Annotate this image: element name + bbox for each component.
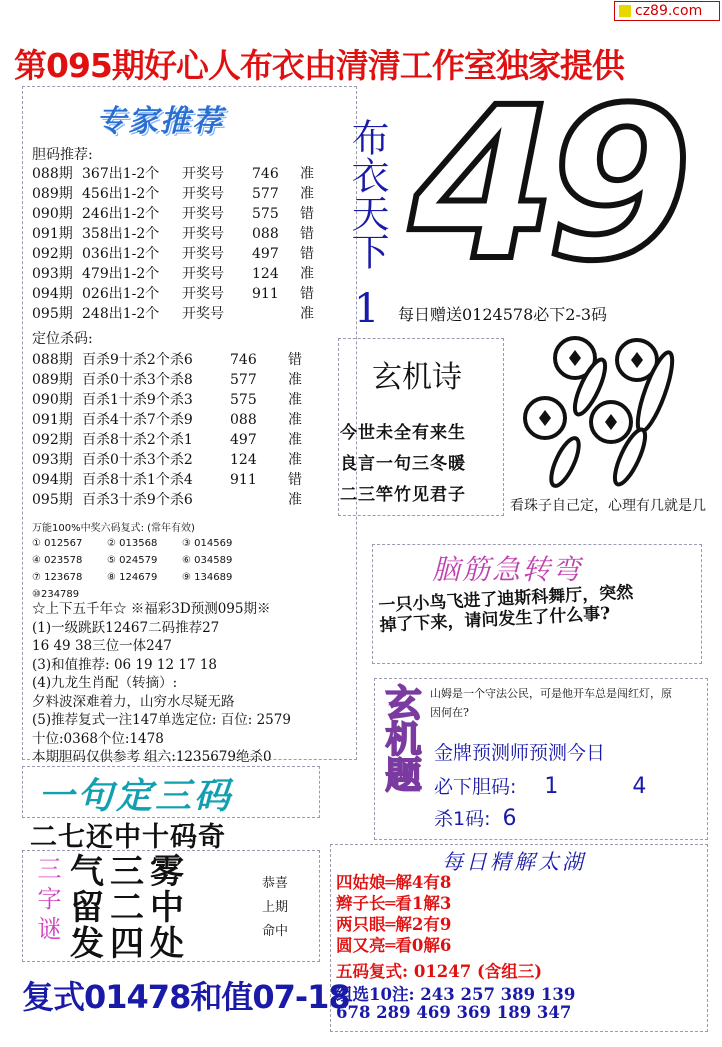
kill-row bbox=[32, 450, 302, 470]
kill-pick: 百杀0十杀3个杀8 bbox=[82, 372, 193, 388]
dan-num: 577 bbox=[252, 186, 279, 202]
poem-line: 良言一句三冬暖 bbox=[340, 454, 466, 474]
dan-pick: 479出1-2个 bbox=[82, 266, 160, 282]
dan-period: 091期 bbox=[32, 226, 73, 242]
badge-square-icon bbox=[619, 5, 631, 17]
kill-row bbox=[32, 430, 302, 450]
wanneng-item: ⑤ 024579 bbox=[107, 555, 158, 566]
kill-result: 准 bbox=[288, 392, 302, 408]
xuanji-title: 玄机诗 bbox=[372, 360, 462, 395]
kill-row bbox=[32, 390, 302, 410]
wanneng-item: ③ 014569 bbox=[182, 538, 233, 549]
kill-pick: 百杀1十杀9个杀3 bbox=[82, 392, 193, 408]
xuanjiti-title bbox=[378, 684, 424, 803]
kill-row bbox=[32, 370, 302, 390]
info-line: ☆上下五千年☆ ※福彩3D预测095期※ bbox=[32, 601, 271, 617]
dan-result: 准 bbox=[300, 186, 314, 202]
taihu-line: 圆又亮═看0解6 bbox=[336, 936, 452, 955]
kill-period: 095期 bbox=[32, 492, 73, 508]
kill-num bbox=[230, 490, 288, 510]
kill-result: 错 bbox=[288, 352, 302, 368]
dan-num: 746 bbox=[252, 166, 279, 182]
kill-pick: 百杀8十杀2个杀1 bbox=[82, 432, 193, 448]
badge-text: cz89.com bbox=[635, 3, 703, 19]
kill-result: 准 bbox=[288, 372, 302, 388]
sanzimi-line: 发四处 bbox=[70, 924, 190, 964]
taihu-line: 辫子长═看1解3 bbox=[336, 894, 452, 913]
dan-table bbox=[32, 164, 314, 324]
dan-result: 准 bbox=[300, 306, 314, 322]
dan-result: 错 bbox=[300, 206, 314, 222]
dan-row bbox=[32, 164, 314, 184]
kill-pick: 百杀4十杀7个杀9 bbox=[82, 412, 193, 428]
dan-pick: 246出1-2个 bbox=[82, 206, 160, 222]
yiju-title: 一句定三码 bbox=[38, 776, 234, 817]
header-title: 第095期好心人布衣由清清工作室独家提供 bbox=[14, 46, 624, 85]
dan-period: 090期 bbox=[32, 206, 73, 222]
dan-pick: 358出1-2个 bbox=[82, 226, 160, 242]
kill-period: 094期 bbox=[32, 472, 73, 488]
dan-result: 错 bbox=[300, 246, 314, 262]
kill-period: 089期 bbox=[32, 372, 73, 388]
dan-row bbox=[32, 184, 314, 204]
brain-title: 脑筋急转弯 bbox=[432, 553, 583, 586]
kill-period: 091期 bbox=[32, 412, 73, 428]
wanneng-item: ⑥ 034589 bbox=[182, 555, 233, 566]
dan-num: 911 bbox=[252, 286, 279, 302]
dan-row bbox=[32, 204, 314, 224]
wanneng-item: ② 013568 bbox=[107, 538, 158, 549]
dan-period: 094期 bbox=[32, 286, 73, 302]
kill-one-label: 杀1码: bbox=[434, 808, 491, 830]
fushi-text: 复式01478和值07-18 bbox=[22, 978, 350, 1016]
yiju-text: 二七还中十码奇 bbox=[30, 822, 226, 853]
big-number: 49 bbox=[410, 62, 683, 307]
dan-pick: 367出1-2个 bbox=[82, 166, 160, 182]
dan-row bbox=[32, 304, 314, 324]
dan-num: 088 bbox=[252, 226, 279, 242]
expert-title: 专家推荐 bbox=[96, 104, 224, 139]
wanneng-title: 万能100%中奖六码复式: (常年有效) bbox=[32, 523, 195, 534]
sanzimi-label-text: 三字谜 bbox=[33, 856, 61, 946]
info-line: (1)一级跳跃12467二码推荐27 bbox=[32, 619, 220, 636]
zuxuan-line-2: 678 289 469 369 189 347 bbox=[336, 1003, 572, 1022]
dan-label: 开奖号 bbox=[182, 186, 224, 202]
wanneng-item: ④ 023578 bbox=[32, 555, 83, 566]
beads-image bbox=[505, 322, 705, 492]
sanzimi-label bbox=[30, 856, 64, 955]
buyi-vertical-text: 布衣天下 bbox=[345, 118, 389, 270]
kill-title: 定位杀码: bbox=[32, 331, 93, 347]
dan-pick: 248出1-2个 bbox=[82, 306, 160, 322]
info-line: 本期胆码仅供参考 组六:1235679绝杀0 bbox=[32, 749, 272, 765]
dan-row bbox=[32, 224, 314, 244]
gold-title: 金牌预测师预测今日 bbox=[434, 742, 606, 764]
poem-lines bbox=[340, 418, 466, 511]
sanzimi-line: 气三雾 bbox=[70, 852, 190, 892]
kill-row bbox=[32, 490, 302, 510]
dan-label: 开奖号 bbox=[182, 206, 224, 222]
dan-title: 胆码推荐: bbox=[32, 147, 93, 163]
daily-gift: 每日赠送0124578必下2-3码 bbox=[398, 305, 608, 324]
kill-period: 092期 bbox=[32, 432, 73, 448]
kill-pick: 百杀3十杀9个杀6 bbox=[82, 492, 193, 508]
zuxuan-line: 组选10注: 243 257 389 139 bbox=[336, 985, 576, 1004]
taihu-line: 两只眼═解2有9 bbox=[336, 915, 452, 934]
kill-period: 088期 bbox=[32, 352, 73, 368]
poem-line: 今世未全有来生 bbox=[340, 423, 466, 443]
dan-label: 开奖号 bbox=[182, 306, 224, 322]
taihu-line: 四姑娘═解4有8 bbox=[336, 873, 452, 892]
wanneng-item: ⑨ 134689 bbox=[182, 572, 233, 583]
must-dan-value-2: 4 bbox=[632, 774, 647, 799]
kill-num: 124 bbox=[230, 452, 257, 468]
dan-period: 089期 bbox=[32, 186, 73, 202]
dan-num: 124 bbox=[252, 266, 279, 282]
dan-result: 准 bbox=[300, 266, 314, 282]
dan-period: 093期 bbox=[32, 266, 73, 282]
dan-num bbox=[252, 304, 300, 324]
must-dan-value-1: 1 bbox=[544, 774, 559, 799]
dan-result: 准 bbox=[300, 166, 314, 182]
wanneng-item: ⑦ 123678 bbox=[32, 572, 83, 583]
kill-result: 准 bbox=[288, 432, 302, 448]
site-badge[interactable] bbox=[614, 1, 720, 21]
kill-pick: 百杀9十杀2个杀6 bbox=[82, 352, 193, 368]
buyi-vertical bbox=[344, 118, 390, 278]
dan-label: 开奖号 bbox=[182, 166, 224, 182]
dan-pick: 036出1-2个 bbox=[82, 246, 160, 262]
must-dan-row bbox=[434, 772, 646, 799]
gongxi-line: 恭喜 bbox=[262, 876, 289, 891]
info-lines bbox=[32, 600, 352, 767]
dan-label: 开奖号 bbox=[182, 226, 224, 242]
zhuzi-text: 看珠子自己定，心理有几就是几 bbox=[510, 498, 706, 514]
dan-period: 092期 bbox=[32, 246, 73, 262]
wanneng-item: ⑩234789 bbox=[32, 589, 80, 600]
dan-row bbox=[32, 264, 314, 284]
sanzimi-line: 留二中 bbox=[70, 888, 190, 928]
poem-line: 二三竿竹见君子 bbox=[340, 485, 466, 505]
kill-num: 911 bbox=[230, 472, 257, 488]
kill-num: 575 bbox=[230, 392, 257, 408]
kill-result: 错 bbox=[288, 472, 302, 488]
info-line: 十位:0368个位:1478 bbox=[32, 730, 164, 747]
info-line: 夕料波深难着力，山穷水尽疑无路 bbox=[32, 693, 235, 710]
dan-result: 错 bbox=[300, 226, 314, 242]
wanneng-item: ① 012567 bbox=[32, 538, 83, 549]
kill-pick: 百杀0十杀3个杀2 bbox=[82, 452, 193, 468]
kill-result: 准 bbox=[288, 492, 302, 508]
wuma-line: 五码复式: 01247 (含组三) bbox=[336, 962, 543, 981]
dan-pick: 456出1-2个 bbox=[82, 186, 160, 202]
gongxi-line: 命中 bbox=[262, 924, 289, 939]
info-line: (4)九龙生肖配（转摘）: bbox=[32, 675, 178, 691]
kill-num: 088 bbox=[230, 412, 257, 428]
kill-row bbox=[32, 410, 302, 430]
kill-num: 577 bbox=[230, 372, 257, 388]
info-line: (5)推荐复式一注147单选定位: 百位: 2579 bbox=[32, 712, 291, 728]
kill-period: 090期 bbox=[32, 392, 73, 408]
kill-num: 497 bbox=[230, 432, 257, 448]
sanzimi-lines bbox=[70, 854, 190, 962]
dan-result: 错 bbox=[300, 286, 314, 302]
info-line: (3)和值推荐: 06 19 12 17 18 bbox=[32, 656, 218, 673]
kill-result: 准 bbox=[288, 452, 302, 468]
info-line: 16 49 38三位一体247 bbox=[32, 638, 172, 654]
dan-num: 575 bbox=[252, 206, 279, 222]
must-dan-label: 必下胆码: bbox=[434, 776, 517, 798]
kill-one-row bbox=[434, 804, 517, 831]
kill-one-value: 6 bbox=[502, 806, 517, 831]
wanneng-item: ⑧ 124679 bbox=[107, 572, 158, 583]
brain-question: 一只小鸟飞进了迪斯科舞厅，突然掉了下来，请问发生了什么事? bbox=[378, 582, 634, 636]
xuanjiti-title-text: 玄机题 bbox=[380, 684, 422, 792]
kill-row bbox=[32, 350, 302, 370]
dan-label: 开奖号 bbox=[182, 246, 224, 262]
kill-result: 准 bbox=[288, 412, 302, 428]
dan-label: 开奖号 bbox=[182, 286, 224, 302]
dan-row bbox=[32, 244, 314, 264]
kill-row bbox=[32, 470, 302, 490]
dan-period: 095期 bbox=[32, 306, 73, 322]
gongxi-line: 上期 bbox=[262, 900, 289, 915]
taihu-lines bbox=[336, 872, 451, 956]
dan-num: 497 bbox=[252, 246, 279, 262]
taihu-title: 每日精解太湖 bbox=[442, 850, 586, 874]
gongxi-lines bbox=[262, 872, 288, 944]
xuanjiti-question: 山姆是一个守法公民，可是他开车总是闯红灯，原因何在? bbox=[430, 687, 672, 719]
kill-table bbox=[32, 350, 302, 510]
kill-period: 093期 bbox=[32, 452, 73, 468]
wanneng-grid bbox=[32, 538, 322, 600]
dan-label: 开奖号 bbox=[182, 266, 224, 282]
dan-period: 088期 bbox=[32, 166, 73, 182]
dan-row bbox=[32, 284, 314, 304]
kill-pick: 百杀8十杀1个杀4 bbox=[82, 472, 193, 488]
dan-pick: 026出1-2个 bbox=[82, 286, 160, 302]
kill-num: 746 bbox=[230, 352, 257, 368]
buyi-number: 1 bbox=[354, 286, 380, 332]
